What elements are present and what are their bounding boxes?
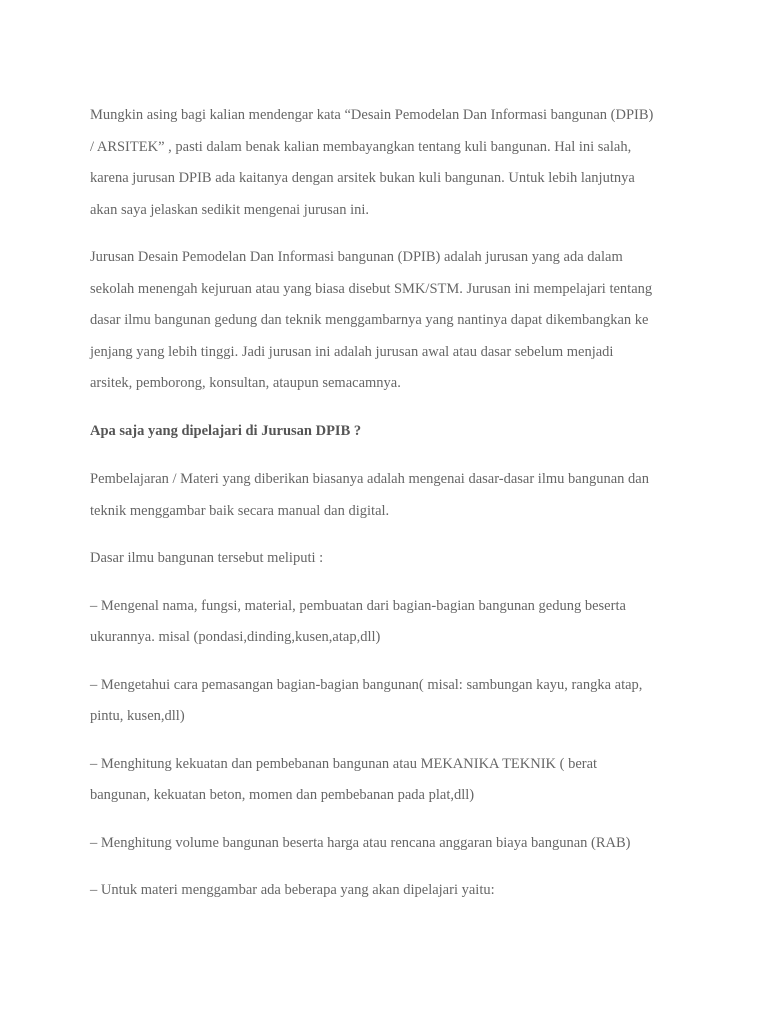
text-line: – Mengetahui cara pemasangan bagian-bagian bangunan( misal: sambungan kayu, rangka atap, [90,676,643,693]
text-line: Pembelajaran / Materi yang diberikan biasanya adalah mengenai dasar-dasar ilmu bangunan dan [90,471,649,487]
list-item-names-functions [90,591,690,654]
text-line: Jurusan Desain Pemodelan Dan Informasi bangunan (DPIB) adalah jurusan yang ada dalam [90,249,623,265]
section-heading: Apa saja yang dipelajari di Jurusan DPIB ? [90,422,362,439]
text-line: Mungkin asing bagi kalian mendengar kata “Desain Pemodelan Dan Informasi bangunan (DPIB) [90,107,654,123]
text-line: karena jurusan DPIB ada kaitanya dengan arsitek bukan kuli bangunan. Untuk lebih lanjutnya [90,170,635,186]
text-line: akan saya jelaskan sedikit mengenai jurusan ini. [90,201,370,218]
text-line: – Menghitung volume bangunan beserta harga atau rencana anggaran biaya bangunan (RAB) [90,834,631,851]
text-line: dasar ilmu bangunan gedung dan teknik menggambarnya yang nantinya dapat dikembangkan ke [90,312,649,328]
text-line: – Mengenal nama, fungsi, material, pembuatan dari bagian-bagian bangunan gedung beserta [90,597,626,614]
text-line: bangunan, kekuatan beton, momen dan pembebanan pada plat,dll) [90,787,475,803]
text-line: jenjang yang lebih tinggi. Jadi jurusan ini adalah jurusan awal atau dasar sebelum menjadi [90,343,614,360]
intro-paragraph [90,100,690,226]
document-page [90,100,690,923]
text-line: sekolah menengah kejuruan atau yang biasa disebut SMK/STM. Jurusan ini mempelajari tentang [90,280,653,297]
list-item-drawing [90,875,690,907]
text-line: – Menghitung kekuatan dan pembebanan bangunan atau MEKANIKA TEKNIK ( berat [90,755,598,772]
materials-paragraph [90,464,690,527]
basics-intro-paragraph [90,543,690,575]
text-line: Dasar ilmu bangunan tersebut meliputi : [90,550,324,566]
text-line: – Untuk materi menggambar ada beberapa yang akan dipelajari yaitu: [90,882,495,898]
text-line: / ARSITEK” , pasti dalam benak kalian membayangkan tentang kuli bangunan. Hal ini salah, [90,138,632,155]
text-line: ukurannya. misal (pondasi,dinding,kusen,atap,dll) [90,629,381,645]
text-line: arsitek, pemborong, konsultan, ataupun semacamnya. [90,375,401,391]
list-item-volume-rab [90,828,690,860]
list-item-mechanics [90,749,690,812]
definition-paragraph [90,242,690,400]
text-line: pintu, kusen,dll) [90,708,185,724]
text-line: teknik menggambar baik secara manual dan digital. [90,502,390,519]
list-item-installation [90,670,690,733]
